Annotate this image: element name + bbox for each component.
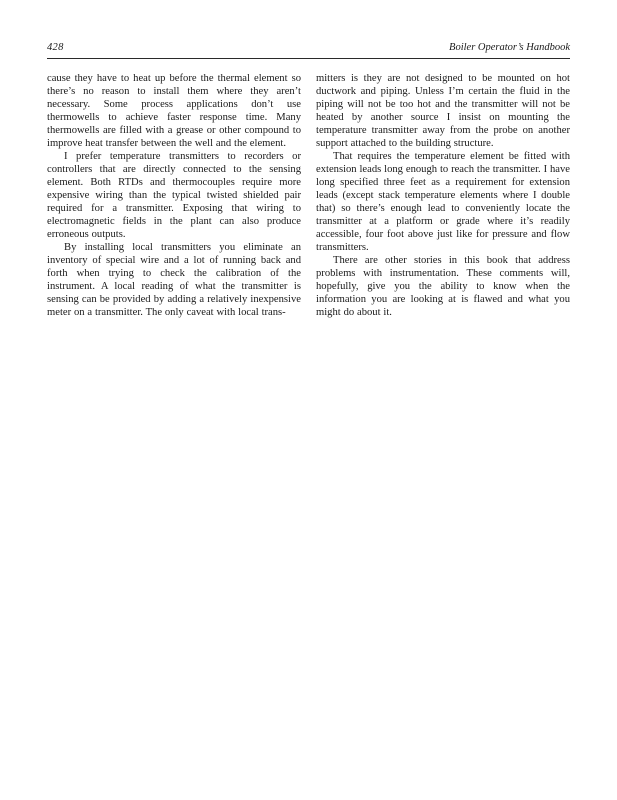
book-title: Boiler Operator’s Handbook [449, 42, 570, 53]
paragraph: That requires the temperature element be fitted with extension leads long enough to reach the transmitter. I have long specified three feet as a requirement for extension leads (except stack temperature elements where I double that) so there’s enough lead to conveniently locate the transmitter at a platform or grade where it’s readily accessible, four foot above just like for pressure and flow transmitters. [316, 151, 570, 253]
paragraph: I prefer temperature transmitters to recorders or controllers that are directly connected to the sensing element. Both RTDs and thermocouples require more expensive wiring than the typical twisted shielded pair required for a transmitter. Exposing that wiring to electromagnetic fields in the plant can also produce erroneous outputs. [47, 151, 301, 240]
header-rule [47, 58, 570, 59]
paragraph: mitters is they are not designed to be mounted on hot ductwork and piping. Unless I’m certain the fluid in the piping will not be too hot and the transmitter will not be heated by another source I insist on mounting the temperature transmitter away from the probe on another support attached to the building structure. [316, 73, 570, 149]
left-column [47, 72, 301, 319]
text-columns [47, 72, 570, 319]
paragraph: By installing local transmitters you eliminate an inventory of special wire and a lot of running back and forth when trying to check the calibration of the instrument. A local reading of what the transmitter is sensing can be provided by adding a relatively inexpensive meter on a transmitter. The only caveat with local trans- [47, 242, 301, 318]
paragraph: There are other stories in this book that address problems with instrumentation. These comments will, hopefully, give you the ability to know when the information you are looking at is flawed and what you might do about it. [316, 255, 570, 318]
page-header [47, 42, 570, 58]
right-column [316, 72, 570, 319]
paragraph: cause they have to heat up before the thermal element so there’s no reason to install them where they aren’t necessary. Some process applications don’t use thermowells to achieve faster response time. Many thermowells are filled with a grease or other compound to improve heat transfer between the well and the element. [47, 73, 301, 149]
page-number: 428 [47, 42, 64, 53]
